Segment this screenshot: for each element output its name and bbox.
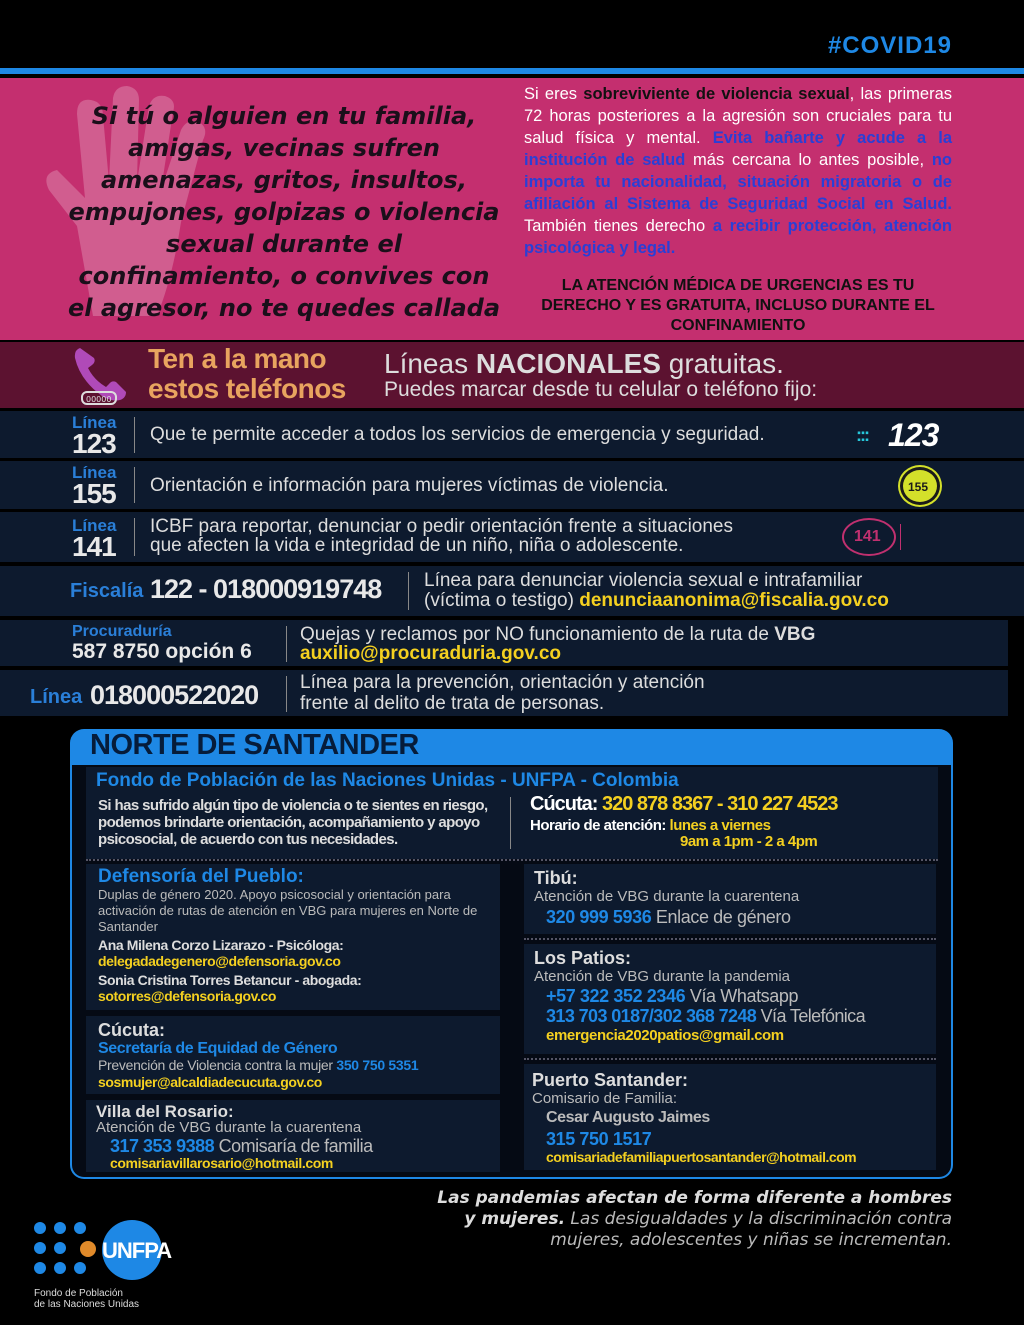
separator — [134, 518, 135, 556]
defensoria-person-2: Sonia Cristina Torres Betancur - abogada: — [98, 972, 362, 988]
unfpa-phones[interactable]: 320 878 8367 - 310 227 4523 — [597, 793, 838, 815]
procuraduria-row — [0, 620, 1008, 668]
unfpa-hours-2: 9am a 1pm - 2 a 4pm — [680, 833, 818, 850]
pink-main-message: Si tú o alguien en tu familia, amigas, vecinas sufren amenazas, gritos, insultos, empujones, golpizas o violencia sexual durante el confinamiento, o convives con el agresor, no te quedes callada — [67, 102, 501, 322]
defensoria-person-1: Ana Milena Corzo Lizarazo - Psicóloga: — [98, 937, 344, 953]
line-desc: Que te permite acceder a todos los servicios de emergencia y seguridad. — [150, 424, 765, 445]
tibu-panel — [524, 864, 936, 934]
patios-email[interactable]: emergencia2020patios@gmail.com — [546, 1027, 784, 1044]
villa-phone-desc: Comisaría de familia — [214, 1136, 373, 1156]
unfpa-logo-caption — [34, 1288, 139, 1310]
separator — [134, 467, 135, 503]
footer-bold: Las pandemias afectan de forma diferente a hombres y mujeres. — [437, 1188, 952, 1229]
line-desc-2: que afecten la vida e integridad de un niño, niña o adolescente. — [150, 535, 684, 556]
fiscalia-desc-1: Línea para denunciar violencia sexual e intrafamiliar — [424, 570, 863, 591]
unfpa-text: Si has sufrido algún tipo de violencia o te sientes en riesgo, podemos brindarte orientación, acompañamiento y apoyo psicosocial, de acuerdo con tus necesidades. — [98, 797, 488, 848]
procuraduria-desc-bold: VBG — [774, 624, 816, 645]
trata-desc-1: Línea para la prevención, orientación y atención — [300, 672, 705, 693]
trata-number[interactable]: 018000522020 — [90, 680, 259, 710]
cucuta-phone[interactable]: 350 750 5351 — [336, 1057, 419, 1073]
lineas-pre: Líneas — [384, 348, 476, 379]
lineas-subtitle: Puedes marcar desde tu celular o teléfono fijo: — [384, 378, 818, 401]
logo-123-text: 123 — [888, 417, 939, 453]
lineas-bold: NACIONALES — [475, 348, 661, 379]
defensoria-panel — [86, 864, 500, 1010]
unfpa-logo-text: UNFPA — [102, 1238, 172, 1263]
footer-message — [432, 1188, 952, 1251]
lineas-post: gratuitas. — [660, 348, 784, 379]
survivor-info — [524, 83, 952, 259]
unfpa-hours-label: Horario de atención: — [530, 817, 666, 834]
puerto-email[interactable]: comisariadefamiliapuertosantander@hotmail.com — [546, 1149, 857, 1165]
defensoria-email-2[interactable]: sotorres@defensoria.gov.co — [98, 988, 277, 1004]
line-label: Línea — [72, 463, 117, 482]
divider — [86, 859, 938, 861]
survivor-text-1: Si eres — [524, 85, 584, 103]
cucuta-panel — [86, 1016, 500, 1094]
survivor-text-6: no importa tu nacionalidad, situación migratoria o de afiliación al Sistema de Seguridad Social en Salud. — [524, 151, 952, 213]
separator — [510, 797, 511, 849]
divider — [524, 938, 936, 940]
trata-row — [0, 670, 1008, 718]
villa-email[interactable]: comisariavillarosario@hotmail.com — [110, 1155, 333, 1171]
line-141-row — [0, 512, 1024, 564]
line-number[interactable]: 123 — [72, 428, 116, 459]
trata-desc-2: frente al delito de trata de personas. — [300, 693, 605, 714]
separator — [286, 676, 287, 712]
separator — [286, 626, 287, 662]
phone-icon — [72, 344, 132, 408]
procuraduria-desc: Quejas y reclamos por NO funcionamiento de la ruta de — [300, 624, 775, 645]
divider — [524, 1058, 936, 1060]
survivor-text-5: más cercana lo antes posible, — [685, 151, 932, 169]
fiscalia-desc-2: (víctima o testigo) — [424, 590, 580, 611]
patios-phone-1-desc: Vía Whatsapp — [685, 986, 799, 1006]
line-desc-1: ICBF para reportar, denunciar o pedir orientación frente a situaciones — [150, 516, 733, 537]
survivor-text-4: Evita bañarte y acude a la institución de salud — [524, 129, 952, 169]
fiscalia-label: Fiscalía — [70, 580, 144, 602]
defensoria-desc: Duplas de género 2020. Apoyo psicosocial y orientación para activación de rutas de atención en VBG para mujeres en Norte de Santander — [98, 887, 478, 934]
unfpa-panel — [86, 767, 938, 859]
line-123-row — [0, 411, 1024, 460]
villa-title: Villa del Rosario: — [96, 1102, 234, 1121]
procuraduria-label: Procuraduría — [72, 623, 172, 640]
line-number[interactable]: 141 — [72, 531, 116, 562]
tibu-title: Tibú: — [534, 868, 578, 888]
logo-123-icon: ::: 123 — [856, 417, 939, 453]
fiscalia-number[interactable]: 122 - 018000919748 — [150, 574, 382, 604]
line-label: Línea — [72, 516, 117, 535]
puerto-title: Puerto Santander: — [532, 1070, 689, 1090]
header-divider — [0, 68, 1024, 74]
norte-title: NORTE DE SANTANDER — [90, 729, 419, 761]
defensoria-title: Defensoría del Pueblo: — [98, 866, 304, 887]
line-155-row — [0, 461, 1024, 511]
line-number[interactable]: 155 — [72, 478, 116, 509]
procuraduria-number[interactable]: 587 8750 opción 6 — [72, 640, 252, 663]
logo-155-icon — [900, 467, 940, 505]
unfpa-logo — [30, 1218, 170, 1284]
villa-desc: Atención de VBG durante la cuarentena — [96, 1119, 362, 1136]
survivor-text-2: sobreviviente de violencia sexual — [583, 85, 850, 103]
patios-phone-2[interactable]: 313 703 0187/302 368 7248 — [546, 1006, 757, 1026]
line-desc: Orientación e información para mujeres víctimas de violencia. — [150, 475, 669, 496]
lineas-title — [384, 348, 784, 380]
unfpa-city: Cúcuta: — [530, 793, 598, 815]
survivor-text-7: También tienes derecho — [524, 217, 713, 235]
cucuta-title: Cúcuta: — [98, 1020, 165, 1040]
puerto-desc: Comisario de Familia: — [532, 1090, 678, 1107]
cucuta-desc: Prevención de Violencia contra la mujer — [98, 1057, 337, 1073]
tibu-phone-desc: Enlace de género — [651, 907, 791, 927]
logo-155-text: 155 — [908, 480, 929, 494]
unfpa-hours-1: lunes a viernes — [665, 817, 771, 834]
procuraduria-email[interactable]: auxilio@procuraduria.gov.co — [300, 643, 561, 664]
svg-text:00000: 00000 — [86, 395, 112, 404]
puerto-phone[interactable]: 315 750 1517 — [546, 1129, 652, 1149]
ten-a-la-mano — [148, 344, 346, 404]
urgency-notice: LA ATENCIÓN MÉDICA DE URGENCIAS ES TU DERECHO Y ES GRATUITA, INCLUSO DURANTE EL CONFINAMIENTO — [541, 277, 935, 334]
logo-caption-1: Fondo de Población — [34, 1288, 123, 1299]
logo-141-caption-icon — [900, 524, 944, 550]
villa-phone[interactable]: 317 353 9388 — [110, 1136, 215, 1156]
trata-label: Línea — [30, 686, 83, 708]
tibu-desc: Atención de VBG durante la cuarentena — [534, 888, 800, 905]
patios-desc: Atención de VBG durante la pandemia — [534, 968, 791, 985]
fiscalia-email[interactable]: denunciaanonima@fiscalia.gov.co — [579, 590, 889, 611]
puerto-person: Cesar Augusto Jaimes — [546, 1109, 710, 1126]
separator — [408, 572, 409, 610]
cucuta-org: Secretaría de Equidad de Género — [98, 1040, 338, 1057]
villa-panel — [86, 1100, 500, 1172]
patios-panel — [524, 944, 936, 1054]
separator — [134, 417, 135, 453]
fiscalia-row — [0, 566, 1024, 618]
patios-title: Los Patios: — [534, 948, 632, 968]
tibu-phone[interactable]: 320 999 5936 — [546, 907, 652, 927]
patios-phone-1[interactable]: +57 322 352 2346 — [546, 986, 686, 1006]
survivor-text-3: , las primeras 72 horas posteriores a la agresión son cruciales para tu salud física y mental. — [524, 85, 953, 147]
survivor-text-8: a recibir protección, atención psicológica y legal. — [524, 217, 952, 257]
hashtag: #COVID19 — [827, 32, 952, 59]
footer-rest: Las desigualdades y la discriminación contra mujeres, adolescentes y niñas se incrementan. — [550, 1209, 952, 1250]
defensoria-email-1[interactable]: delegadadegenero@defensoria.gov.co — [98, 953, 341, 969]
cucuta-email[interactable]: sosmujer@alcaldiadecucuta.gov.co — [98, 1074, 322, 1090]
logo-141-text: 141 — [854, 528, 881, 545]
logo-caption-2: de las Naciones Unidas — [34, 1299, 140, 1310]
line-label: Línea — [72, 413, 117, 432]
ten-line-2: estos teléfonos — [148, 373, 346, 404]
puerto-panel — [524, 1064, 936, 1170]
patios-phone-2-desc: Vía Telefónica — [756, 1006, 865, 1026]
logo-141-icon — [842, 518, 896, 556]
unfpa-title: Fondo de Población de las Naciones Unidas - UNFPA - Colombia — [96, 770, 679, 791]
ten-line-1: Ten a la mano — [148, 343, 327, 374]
